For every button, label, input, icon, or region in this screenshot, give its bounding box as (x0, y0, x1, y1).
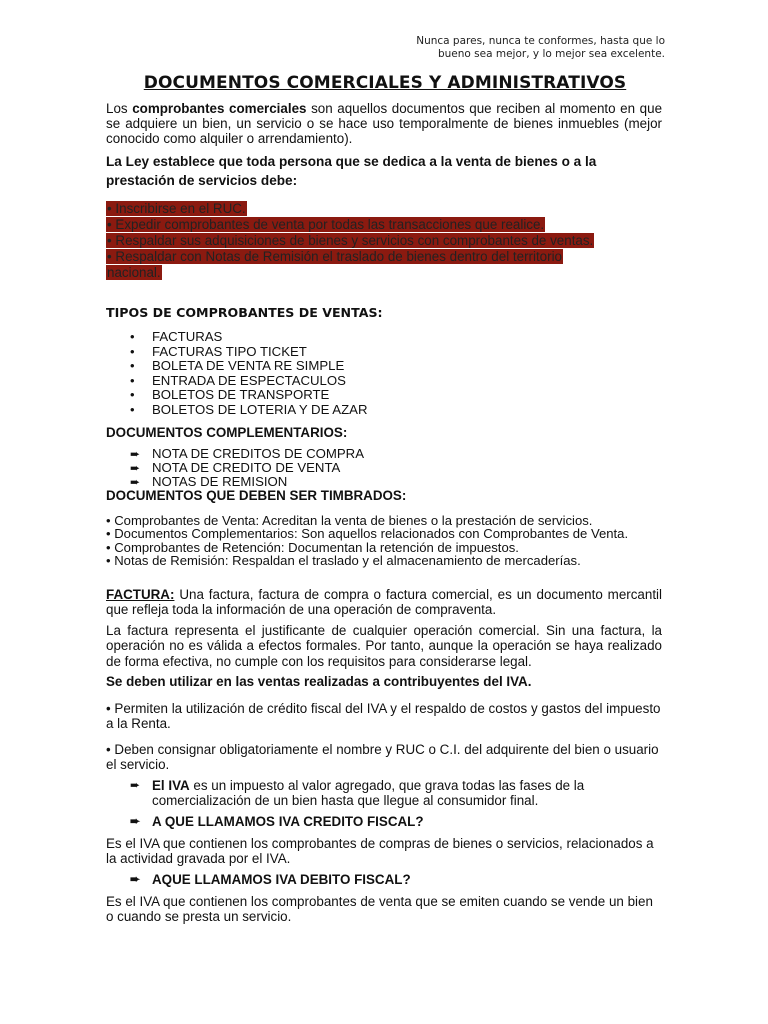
timbrados-item: • Notas de Remisión: Respaldan el traslado y el almacenamiento de mercaderías. (106, 553, 581, 569)
debito-heading-row (106, 872, 662, 887)
motto-line-1: Nunca pares, nunca te conformes, hasta que lo (416, 35, 665, 47)
intro-bold: comprobantes comerciales (132, 101, 307, 116)
obligacion-item: • Inscribirse en el RUC. (107, 201, 246, 216)
credito-text: Es el IVA que contienen los comprobantes de compras de bienes o servicios, relacionados a la actividad gravada por el IVA. (106, 836, 654, 866)
intro-rest: son aquellos documentos que reciben al momento en que se adquiere un bien, un servicio o se hace uso temporalmente de bienes inmuebles (mejor conocido como alquiler o arrendamiento). (106, 101, 663, 146)
credito-heading-row (106, 814, 662, 829)
timbrados-item: • Comprobantes de Retención: Documentan la retención de impuestos. (106, 539, 519, 555)
intro-paragraph (106, 101, 662, 146)
tipos-item: • BOLETA DE VENTA RE SIMPLE (106, 359, 662, 374)
iva-text: es un impuesto al valor agregado, que grava todas las fases de la comercialización de un bien hasta que llegue al consumidor final. (152, 778, 585, 808)
contribuyentes-text: Se deben utilizar en las ventas realizadas a contribuyentes del IVA. (106, 674, 532, 689)
timbrados-item: • Documentos Complementarios: Son aquellos relacionados con Comprobantes de Venta. (106, 526, 629, 542)
complementarios-item (106, 447, 662, 461)
tipos-list (106, 330, 662, 418)
factura-label: FACTURA: (106, 587, 175, 602)
tipos-item: • BOLETOS DE LOTERIA Y DE AZAR (106, 403, 662, 418)
factura-bullet-2: • Deben consignar obligatoriamente el nombre y RUC o C.I. del adquirente del bien o usuario el servicio. (106, 742, 659, 772)
timbrados-item: • Comprobantes de Venta: Acreditan la venta de bienes o la prestación de servicios. (106, 513, 593, 528)
factura-paragraph (106, 587, 662, 617)
iva-bold: El IVA (152, 778, 190, 793)
iva-line (106, 778, 662, 808)
complementarios-item-label: NOTA DE CREDITO DE VENTA (152, 460, 341, 475)
complementarios-item-label: NOTAS DE REMISION (152, 474, 288, 489)
obligacion-item: nacional. (107, 265, 161, 280)
obligacion-item: • Respaldar sus adquisiciones de bienes y servicios con comprobantes de ventas. (107, 233, 594, 248)
credito-heading: A QUE LLAMAMOS IVA CREDITO FISCAL? (152, 814, 424, 829)
obligaciones-list (106, 201, 662, 281)
debito-heading: AQUE LLAMAMOS IVA DEBITO FISCAL? (152, 872, 411, 887)
factura-bullet-1: • Permiten la utilización de crédito fiscal del IVA y el respaldo de costos y gastos del impuesto a la Renta. (106, 701, 661, 731)
debito-text: Es el IVA que contienen los comprobantes de venta que se emiten cuando se vende un bien o cuando se presta un servicio. (106, 894, 653, 924)
tipos-item: • FACTURAS (106, 330, 662, 345)
obligacion-item: • Respaldar con Notas de Remisión el traslado de bienes dentro del territorio (107, 249, 563, 264)
complementarios-item (106, 461, 662, 475)
arrow-bullet-icon: ➨ (130, 814, 141, 828)
obligacion-item: • Expedir comprobantes de venta por todas las transacciones que realice. (107, 217, 545, 232)
debito-heading-line (106, 872, 662, 887)
factura-para2: La factura representa el justificante de cualquier operación comercial. Sin una factura, la operación no es válida a efectos formales. Por tanto, aunque la operación se haya realizado de forma efectiva, no cumple con los requisitos para considerarse legal. (106, 623, 662, 669)
tipos-list-container (106, 330, 662, 418)
complementarios-heading: DOCUMENTOS COMPLEMENTARIOS: (106, 425, 348, 440)
arrow-bullet-icon: ➨ (130, 475, 141, 489)
arrow-bullet-icon: ➨ (130, 447, 141, 461)
motto-line-2: bueno sea mejor, y lo mejor sea excelente. (437, 48, 665, 60)
tipos-item: • ENTRADA DE ESPECTACULOS (106, 374, 662, 389)
complementarios-list-container (106, 447, 662, 489)
credito-heading-line (106, 814, 662, 829)
arrow-bullet-icon: ➨ (130, 778, 141, 792)
tipos-heading: TIPOS DE COMPROBANTES DE VENTAS: (106, 305, 383, 320)
ley-paragraph: La Ley establece que toda persona que se dedica a la venta de bienes o a la prestación de servicios debe: (106, 154, 597, 188)
factura-text: Una factura, factura de compra o factura comercial, es un documento mercantil que refleja toda la información de una operación de compraventa. (106, 587, 662, 617)
arrow-bullet-icon: ➨ (130, 461, 141, 475)
complementarios-item (106, 475, 662, 489)
timbrados-list (106, 514, 662, 568)
intro-lead: Los (106, 101, 133, 116)
complementarios-item-label: NOTA DE CREDITOS DE COMPRA (152, 446, 365, 461)
arrow-bullet-icon: ➨ (130, 872, 141, 886)
motto (360, 35, 665, 61)
document-title: DOCUMENTOS COMERCIALES Y ADMINISTRATIVOS (143, 73, 627, 93)
timbrados-heading: DOCUMENTOS QUE DEBEN SER TIMBRADOS: (106, 488, 407, 503)
tipos-item: • FACTURAS TIPO TICKET (106, 345, 662, 360)
iva-paragraph (106, 778, 662, 808)
complementarios-list (106, 447, 662, 489)
tipos-item: • BOLETOS DE TRANSPORTE (106, 388, 662, 403)
